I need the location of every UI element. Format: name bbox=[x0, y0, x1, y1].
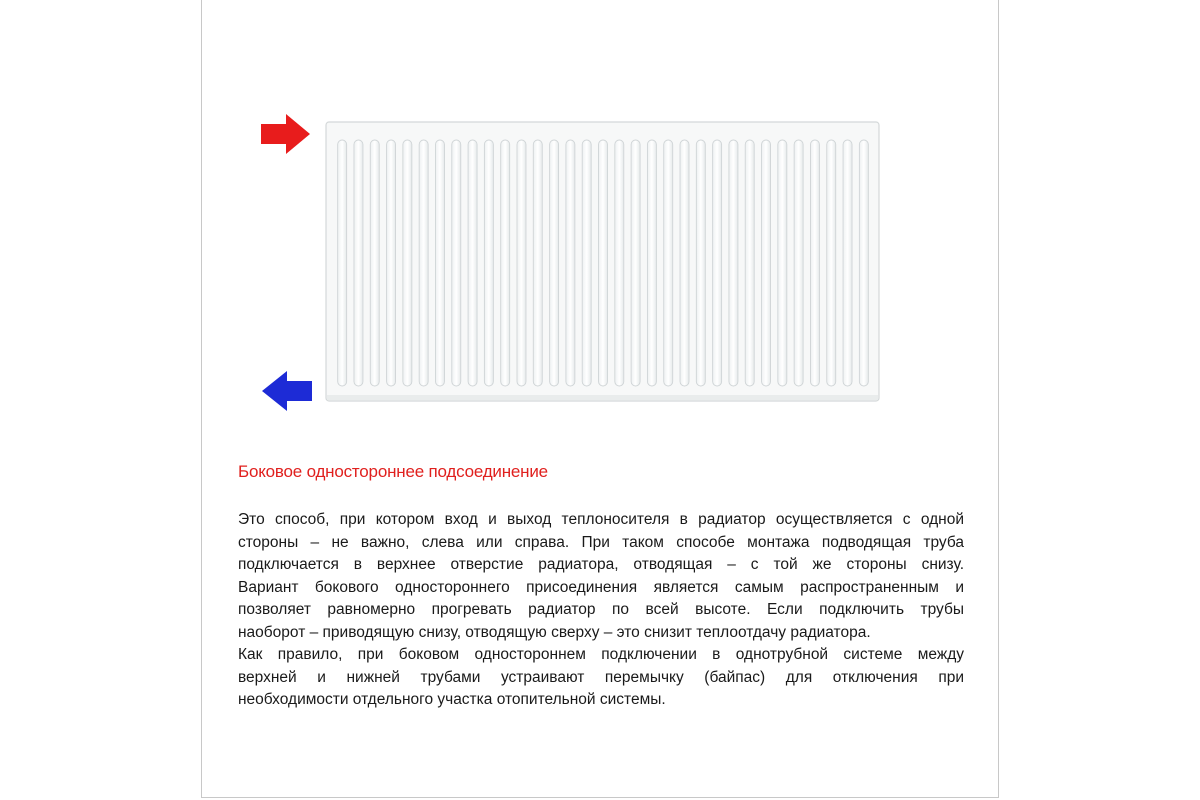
outlet-arrow-icon bbox=[262, 371, 312, 411]
radiator-rib bbox=[713, 140, 722, 386]
radiator-rib bbox=[484, 140, 493, 386]
radiator-rib bbox=[387, 140, 396, 386]
paragraph-line: Вариант бокового одностороннего присоединения является самым распространенным и bbox=[238, 578, 964, 596]
radiator-rib bbox=[615, 140, 624, 386]
paragraph-line: Это способ, при котором вход и выход теплоносителя в радиатор осуществляется с одной bbox=[238, 511, 964, 528]
radiator-rib bbox=[729, 140, 738, 386]
paragraph-line: подключается в верхнее отверстие радиатора, отводящая – с той же стороны снизу. bbox=[238, 556, 964, 573]
radiator-rib bbox=[582, 140, 591, 386]
radiator-rib bbox=[566, 140, 575, 386]
radiator-rib bbox=[452, 140, 461, 386]
radiator-rib bbox=[794, 140, 803, 386]
radiator-rib bbox=[827, 140, 836, 386]
radiator-rib bbox=[664, 140, 673, 386]
radiator-rib bbox=[435, 140, 444, 386]
radiator-rib bbox=[859, 140, 868, 386]
radiator-rib bbox=[599, 140, 608, 386]
radiator-rib bbox=[680, 140, 689, 386]
radiator-bottom-edge bbox=[327, 395, 878, 400]
radiator-rib bbox=[370, 140, 379, 386]
paragraph-line: стороны – не важно, слева или справа. При таком способе монтажа подводящая труба bbox=[238, 533, 964, 551]
radiator-rib bbox=[533, 140, 542, 386]
radiator-rib bbox=[762, 140, 771, 386]
radiator-rib bbox=[354, 140, 363, 386]
inlet-arrow-icon bbox=[261, 114, 310, 154]
radiator-rib bbox=[631, 140, 640, 386]
radiator-rib bbox=[696, 140, 705, 386]
radiator-rib bbox=[419, 140, 428, 386]
radiator-rib bbox=[403, 140, 412, 386]
radiator-rib bbox=[843, 140, 852, 386]
radiator-rib bbox=[338, 140, 347, 386]
radiator-rib bbox=[778, 140, 787, 386]
description-paragraph bbox=[238, 509, 964, 712]
paragraph-line: позволяет равномерно прогревать радиатор по всей высоте. Если подключить трубы bbox=[238, 601, 964, 618]
radiator-rib bbox=[550, 140, 559, 386]
radiator-rib bbox=[745, 140, 754, 386]
paragraph-line: необходимости отдельного участка отопительной системы. bbox=[238, 691, 666, 708]
paragraph-line: Как правило, при боковом одностороннем подключении в однотрубной системе между bbox=[238, 646, 964, 663]
section-title: Боковое одностороннее подсоединение bbox=[238, 462, 548, 481]
radiator-rib bbox=[647, 140, 656, 386]
radiator-rib bbox=[501, 140, 510, 386]
paragraph-line: верхней и нижней трубами устраивают перемычку (байпас) для отключения при bbox=[238, 668, 964, 686]
radiator-rib bbox=[468, 140, 477, 386]
radiator-rib bbox=[810, 140, 819, 386]
radiator-rib bbox=[517, 140, 526, 386]
radiator-icon bbox=[326, 122, 879, 401]
paragraph-line: наоборот – приводящую снизу, отводящую сверху – это снизит теплоотдачу радиатора. bbox=[238, 623, 871, 641]
